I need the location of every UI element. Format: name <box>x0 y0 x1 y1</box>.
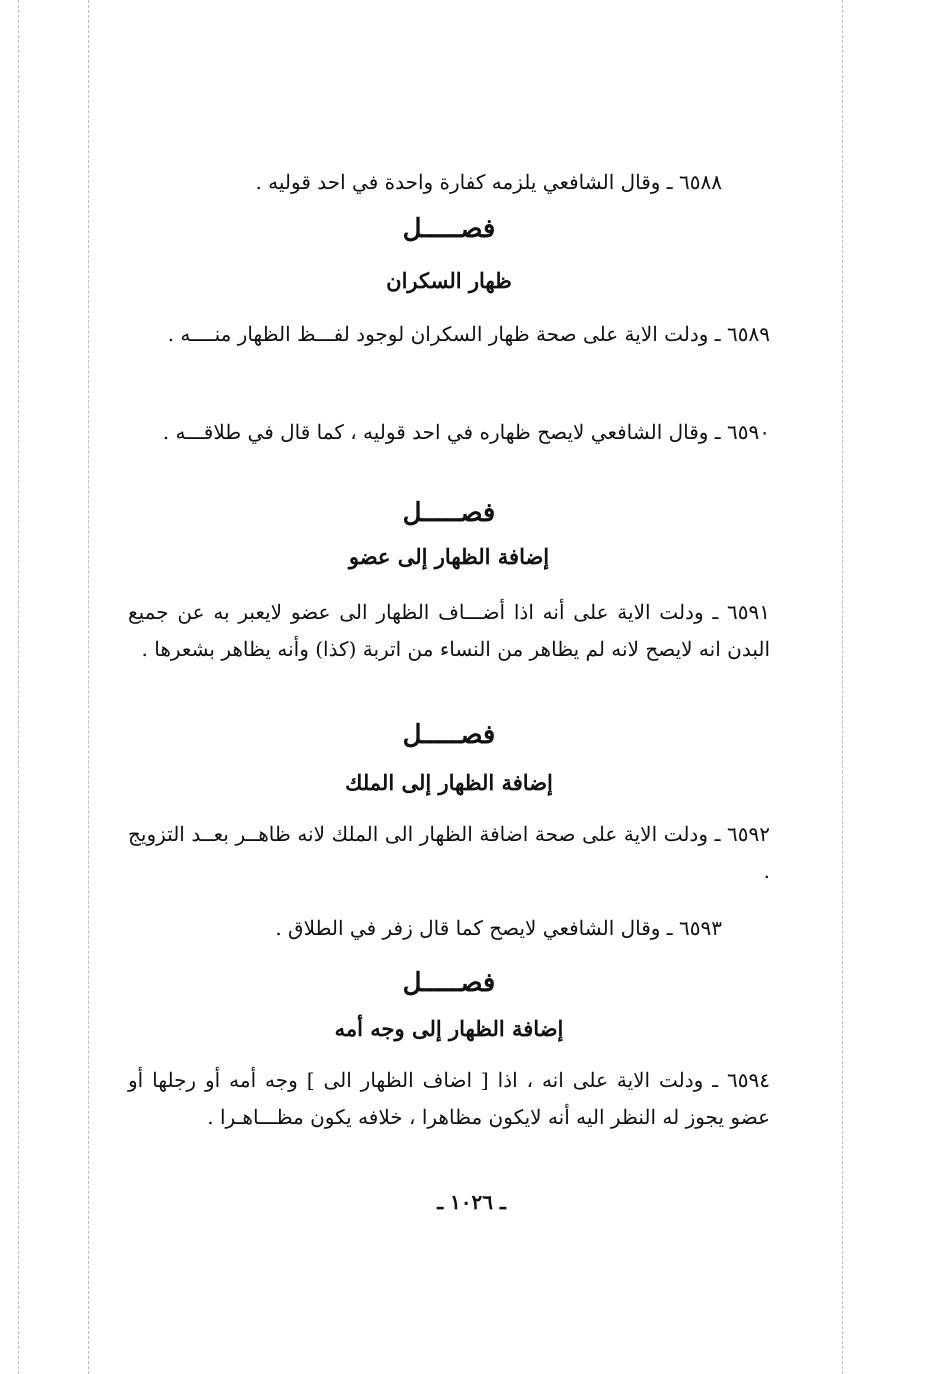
section-heading-2: فصـــــل <box>402 498 496 528</box>
section-title-1: ظهار السكران <box>386 268 512 293</box>
paragraph-6589: ٦٥٨٩ ـ ودلت الاية على صحة ظهار السكران لوجود لفـــظ الظهار منــــه . <box>167 322 770 346</box>
section-title-2: إضافة الظهار إلى عضو <box>348 544 550 569</box>
paragraph-6588: ٦٥٨٨ ـ وقال الشافعي يلزمه كفارة واحدة في احد قوليه . <box>255 170 722 194</box>
section-heading-3: فصـــــل <box>402 720 496 750</box>
section-title-3: إضافة الظهار إلى الملك <box>345 770 553 795</box>
section-heading-4: فصـــــل <box>402 968 496 998</box>
paragraph-6592: ٦٥٩٢ ـ ودلت الاية على صحة اضافة الظهار الى الملك لانه ظاهــر بعــد التزويج . <box>128 822 770 883</box>
section-title-4: إضافة الظهار إلى وجه أمه <box>334 1016 564 1041</box>
document-page <box>128 150 770 1250</box>
paragraph-6594: ٦٥٩٤ ـ ودلت الاية على انه ، اذا [ اضاف الظهار الى ] وجه أمه أو رجلها أو عضو يجوز له النظر اليه أنه لايكون مظاهرا ، خلافه يكون مظـــاهـرا . <box>128 1068 770 1129</box>
margin-guide-right <box>842 0 843 1374</box>
margin-guide-left <box>18 0 19 1374</box>
section-heading-1: فصـــــل <box>402 214 496 244</box>
page-number: ـ ١٠٢٦ ـ <box>437 1190 506 1214</box>
paragraph-6593: ٦٥٩٣ ـ وقال الشافعي لايصح كما قال زفر في الطلاق . <box>275 916 722 940</box>
paragraph-6590: ٦٥٩٠ ـ وقال الشافعي لايصح ظهاره في احد قوليه ، كما قال في طلاقـــه . <box>162 420 770 444</box>
margin-guide-left-inner <box>88 0 89 1374</box>
paragraph-6591: ٦٥٩١ ـ ودلت الاية على أنه اذا أضـــاف الظهار الى عضو لايعبر به عن جميع البدن انه لايصح لانه لم يظاهر من النساء من اتربة (كذا) وأنه يظاهر بشعرها . <box>128 600 770 661</box>
